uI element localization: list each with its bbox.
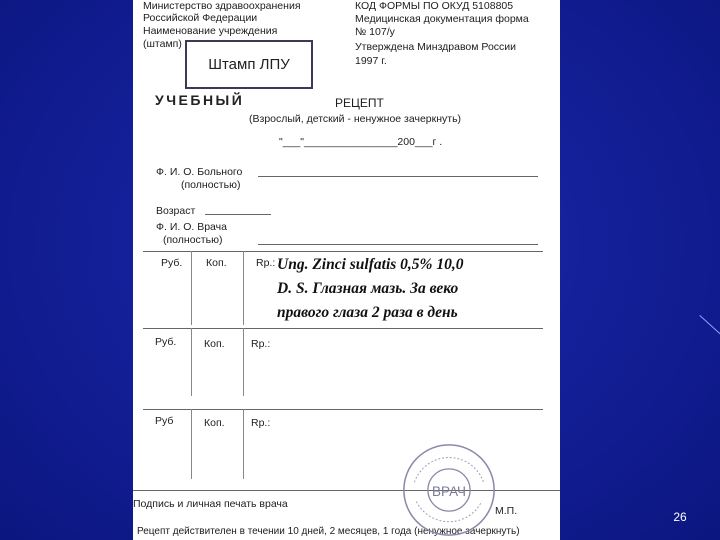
stamp-label: Штамп ЛПУ (208, 56, 290, 73)
rp-label: Rp.: (256, 257, 276, 269)
form-number: № 107/у (355, 26, 395, 38)
mp-label: М.П. (495, 505, 518, 517)
column-divider (191, 251, 192, 325)
kop-label: Коп. (206, 257, 227, 269)
doctor-label-note: (полностью) (163, 234, 223, 246)
doctor-name-line (258, 244, 538, 245)
doctor-seal (401, 442, 497, 538)
training-watermark: УЧЕБНЫЙ (155, 92, 245, 108)
form-subtitle: (Взрослый, детский - ненужное зачеркнуть) (249, 113, 462, 125)
date-line: "___"________________200___г . (279, 136, 443, 148)
signature-label: Подпись и личная печать врача (133, 498, 288, 510)
rub-label: Руб. (161, 257, 183, 269)
validity-note: Рецепт действителен в течении 10 дней, 2 месяцев, 1 года (ненужное зачеркнуть) (137, 526, 520, 537)
prescription-line-1: Ung. Zinci sulfatis 0,5% 10,0 (277, 256, 464, 273)
form-title: РЕЦЕПТ (335, 96, 384, 110)
page-number: 26 (673, 510, 687, 524)
rp-label: Rp.: (251, 338, 271, 350)
prescription-line-2: D. S. Глазная мазь. За веко (277, 280, 459, 297)
patient-label: Ф. И. О. Больного (156, 166, 243, 178)
form-code: КОД ФОРМЫ ПО ОКУД 5108805 (355, 0, 514, 12)
stamp-hint: (штамп) (143, 38, 182, 50)
ministry-line-2: Российской Федерации (143, 12, 258, 24)
decorative-line (699, 315, 720, 336)
section-divider (143, 251, 543, 252)
column-divider (243, 251, 244, 325)
seal-arc-text (414, 458, 483, 483)
rub-label: Руб (155, 415, 174, 427)
kop-label: Коп. (204, 338, 225, 350)
section-divider (143, 409, 543, 410)
approval-line: Утверждена Минздравом России (355, 41, 517, 53)
column-divider (243, 328, 244, 396)
approval-year: 1997 г. (355, 55, 387, 67)
stamp-box (185, 40, 313, 89)
rp-label: Rp.: (251, 417, 271, 429)
patient-name-line (258, 176, 538, 177)
kop-label: Коп. (204, 417, 225, 429)
prescription-line-3: правого глаза 2 раза в день (277, 304, 458, 321)
ministry-line-1: Министерство здравоохранения (143, 0, 301, 12)
age-label: Возраст (156, 205, 196, 217)
prescription-form (133, 0, 560, 540)
rub-label: Руб. (155, 336, 177, 348)
age-line (205, 214, 271, 215)
institution-label: Наименование учреждения (143, 25, 278, 37)
patient-label-note: (полностью) (181, 179, 241, 191)
doctor-label: Ф. И. О. Врача (156, 221, 227, 233)
column-divider (191, 409, 192, 479)
form-doc-type: Медицинская документация форма (355, 13, 529, 25)
section-divider (143, 328, 543, 329)
seal-center-text: ВРАЧ (432, 483, 466, 499)
column-divider (191, 328, 192, 396)
column-divider (243, 409, 244, 479)
